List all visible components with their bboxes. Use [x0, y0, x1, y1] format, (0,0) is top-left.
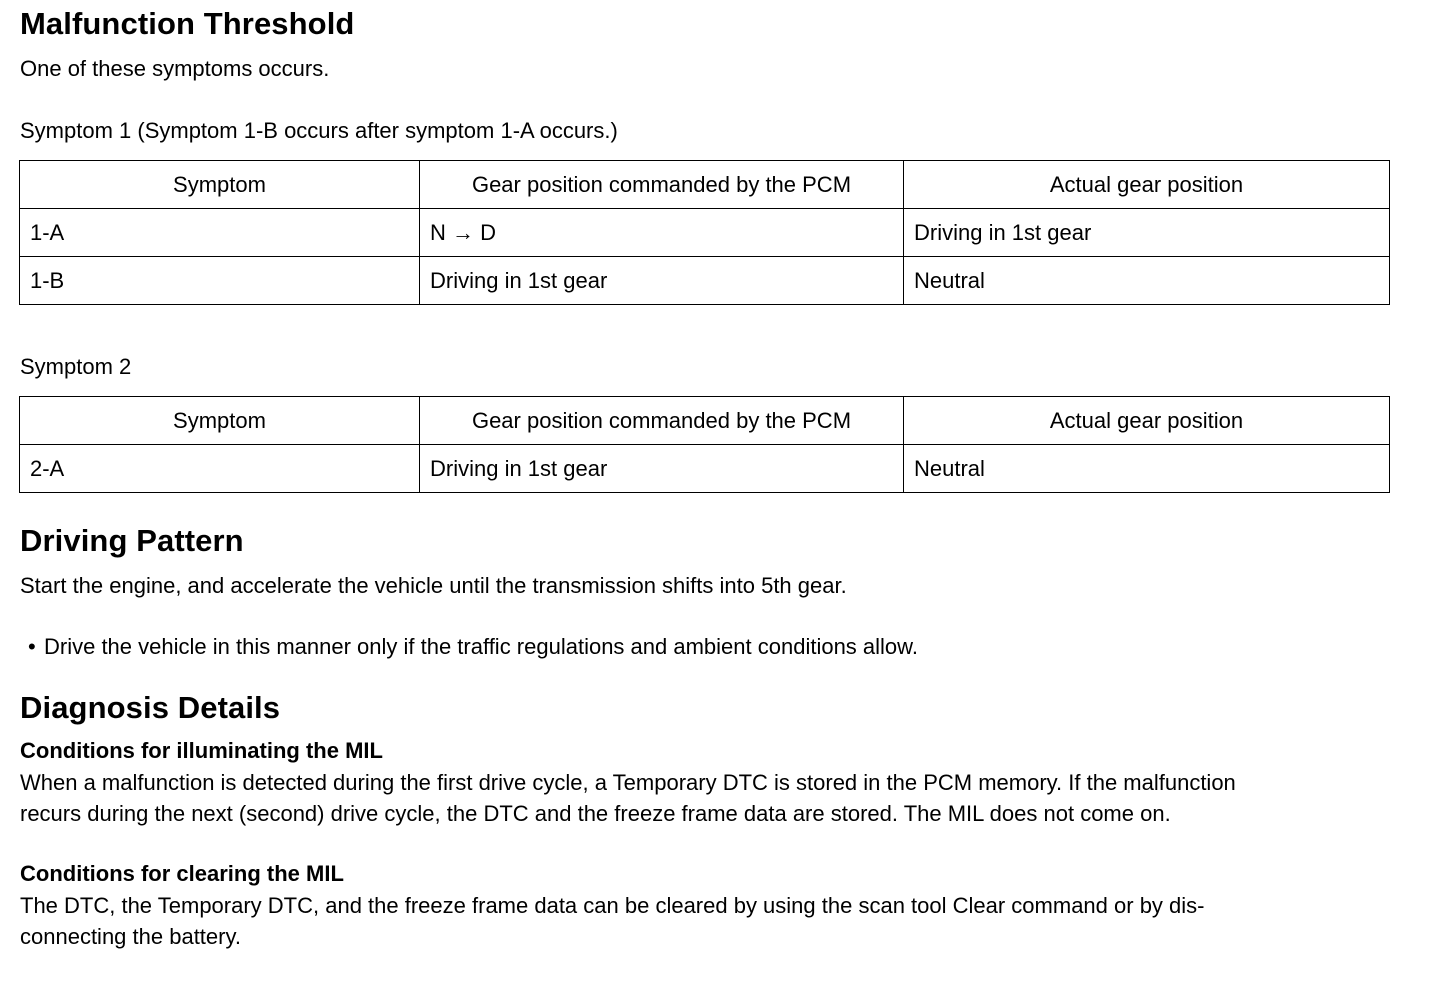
illuminating-conditions-text: [20, 767, 1400, 829]
header-commanded-gear: Gear position commanded by the PCM: [420, 161, 904, 209]
driving-pattern-heading: Driving Pattern: [20, 523, 244, 558]
illuminating-conditions-heading: Conditions for illuminating the MIL: [20, 738, 383, 763]
table-row: [20, 209, 1390, 257]
table-row: [20, 257, 1390, 305]
cell-actual-gear: Neutral: [904, 445, 1390, 493]
cell-actual-gear: Driving in 1st gear: [904, 209, 1390, 257]
table-row: [20, 445, 1390, 493]
header-symptom: Symptom: [20, 161, 420, 209]
cell-actual-gear: Neutral: [904, 257, 1390, 305]
cell-commanded-gear: N → D: [420, 209, 904, 257]
cell-commanded-gear: Driving in 1st gear: [420, 445, 904, 493]
clearing-line-1: The DTC, the Temporary DTC, and the freeze frame data can be cleared by using the scan tool Clear command or by dis-: [20, 893, 1205, 918]
driving-pattern-note: [28, 631, 918, 662]
cell-commanded-gear: Driving in 1st gear: [420, 257, 904, 305]
illuminating-line-1: When a malfunction is detected during the first drive cycle, a Temporary DTC is stored in the PCM memory. If the malfunction: [20, 770, 1236, 795]
cell-symptom: 2-A: [20, 445, 420, 493]
symptom1-table: [19, 160, 1390, 305]
header-symptom: Symptom: [20, 397, 420, 445]
table-header-row: [20, 397, 1390, 445]
clearing-conditions-heading: Conditions for clearing the MIL: [20, 861, 344, 886]
clearing-line-2: connecting the battery.: [20, 924, 241, 949]
symptom2-table: [19, 396, 1390, 493]
diagnosis-details-heading: Diagnosis Details: [20, 690, 281, 725]
illuminating-line-2: recurs during the next (second) drive cycle, the DTC and the freeze frame data are stored. The MIL does not come on.: [20, 801, 1171, 826]
cell-symptom: 1-A: [20, 209, 420, 257]
header-commanded-gear: Gear position commanded by the PCM: [420, 397, 904, 445]
symptom2-caption: Symptom 2: [20, 354, 132, 379]
symptom1-caption: Symptom 1 (Symptom 1-B occurs after symptom 1-A occurs.): [20, 118, 618, 143]
malfunction-intro-text: One of these symptoms occurs.: [20, 56, 330, 81]
header-actual-gear: Actual gear position: [904, 397, 1390, 445]
header-actual-gear: Actual gear position: [904, 161, 1390, 209]
cell-symptom: 1-B: [20, 257, 420, 305]
malfunction-threshold-heading: Malfunction Threshold: [20, 6, 355, 41]
driving-note-text: Drive the vehicle in this manner only if the traffic regulations and ambient conditions allow.: [44, 634, 918, 659]
driving-pattern-text: Start the engine, and accelerate the vehicle until the transmission shifts into 5th gear.: [20, 573, 847, 598]
table-header-row: [20, 161, 1390, 209]
clearing-conditions-text: [20, 890, 1400, 952]
bullet-icon: •: [28, 634, 36, 659]
